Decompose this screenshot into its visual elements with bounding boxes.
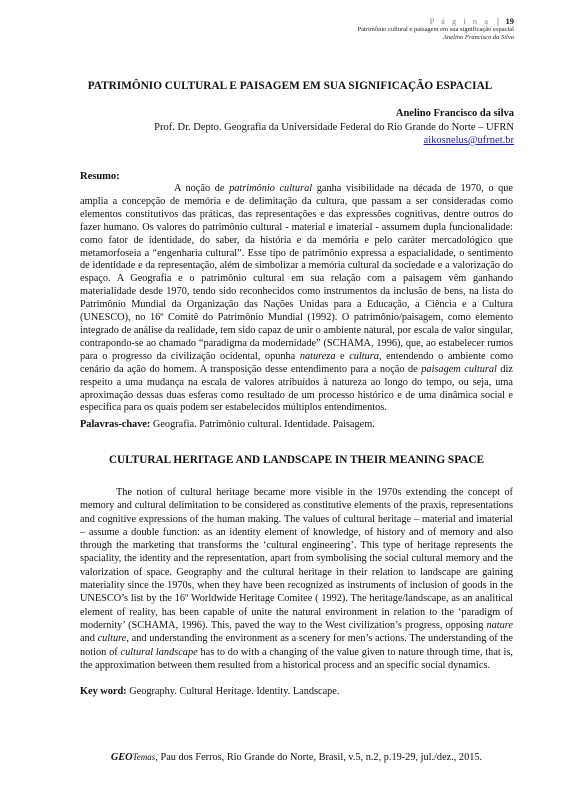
abstract-paragraph: The notion of cultural heritage became more visible in the 1970s extending the concept of memory and cultural delimitation to be considered as constitutive elements of the praxis, representations and cognitive expressions of the human making. The values of cultural heritage – material and imaterial – assume a double function: as an identity element of knowledge, of history and of memory and also through the marketing that transforms the ‘cultural engineering’. This type of heritage represents the spaciality, the identity and the representation, apart from symbolising the social cultural memory and the valorization of space. Geography and the cultural heritage in their relation to landscape are gaining materiality since the 1970s, when they have been recognized as instruments of inclusion of goods in the UNESCO’s list by the 16º Worldwide Heritage Comitee ( 1992). The heritage/landscape, as an analitical element of reality, has been capable of unite the natural environment in relation to the ‘paradigm of modernity’ (SCHAMA, 1996). This, paved the way to the West civilization’s progress, opposing nature and culture, and understanding the environment as a scenery for men’s actions. The understanding of the notion of cultural landscape has to do with a changing of the value given to nature through time, that is, the approximation between them resulted from a historical process and an specific social dynamics. [80, 487, 514, 671]
page-indicator [358, 16, 515, 26]
journal-brand: GEOTemas [110, 752, 156, 763]
running-header [358, 16, 515, 42]
palavras-chave-text: Geografia. Patrimônio cultural. Identidade. Paisagem. [150, 419, 375, 430]
keywords-text: Geography. Cultural Heritage. Identity. Landscape. [126, 686, 340, 697]
resumo-paragraph: A noção de patrimônio cultural ganha visibilidade na década de 1970, o que amplia a concepção de memória e de delimitação da cultura, que passam a ser consideradas como elementos constitutivos das práticas, das representações e das expressões cognitivas, dentre outros do fazer humano. Os valores do patrimônio cultural - material e imaterial - assumem dupla funcionalidade: como fator de identidade, do saber, da história e da memória e pelo caráter mercadológico que metamorfoseia a “engenharia cultural”. Esse tipo de patrimônio expressa a espacialidade, o sentimento de identidade e da representação, além de simbolizar a memória cultural da sociedade e a valorização do espaço. A Geografia e o patrimônio cultural em sua relação com a paisagem vêm ganhando materialidade desde 1970, tendo sido reconhecidos como instrumentos da inclusão de bens, na lista do Patrimônio Mundial da Organização das Nações Unidas para a Educação, a Ciência e a Cultura (UNESCO), no 16º Comitê do Patrimônio Mundial (1992). O patrimônio/paisagem, como elemento integrado de análise da realidade, tem sido capaz de unir o ambiente natural, por escala de valor singular, contrapondo-se ao chamado “paradigma da modernidade” (SCHAMA, 1996), que, ao estabelecer rumos para o progresso da civilização ocidental, opunha natureza e cultura, entendendo o ambiente como cenário da ação do homem. A transposição desse entendimento para a noção de paisagem cultural diz respeito a uma mudança na escala de valores atribuídos à natureza ao longo do tempo, ou seja, uma aproximação dessas duas esferas como resultado de um processo histórico e de uma dinâmica social e específica para os quais podem ser estabelecidos múltiplos entendimentos. [80, 183, 514, 414]
author-affiliation: Prof. Dr. Depto. Geografia da Universidade Federal do Rio Grande do Norte – UFRN [154, 122, 514, 133]
resumo-heading: Resumo: [80, 171, 120, 182]
english-title: CULTURAL HERITAGE AND LANDSCAPE IN THEIR MEANING SPACE [108, 454, 485, 466]
palavras-chave-label: Palavras-chave: [80, 419, 151, 430]
palavras-chave [80, 419, 375, 430]
citation-text: , Pau dos Ferros, Rio Grande do Norte, Brasil, v.5, n.2, p.19-29, jul./dez., 2015. [155, 752, 483, 763]
keywords [80, 686, 339, 697]
keywords-label: Key word: [80, 686, 127, 697]
author-email-link[interactable]: aikosnelus@ufrnet.br [423, 135, 514, 146]
footer-citation [80, 752, 513, 763]
page-separator: | [497, 16, 499, 26]
paper-title: PATRIMÔNIO CULTURAL E PAISAGEM EM SUA SIGNIFICAÇÃO ESPACIAL [87, 80, 493, 92]
page-number: 19 [505, 16, 514, 26]
page-label: P á g i n a [429, 16, 491, 26]
running-author: Anelino Francisco da Silva [443, 33, 514, 41]
author-name: Anelino Francisco da silva [395, 108, 514, 119]
running-title: Patrimônio cultural e paisagem em sua significação espacial [357, 26, 514, 34]
